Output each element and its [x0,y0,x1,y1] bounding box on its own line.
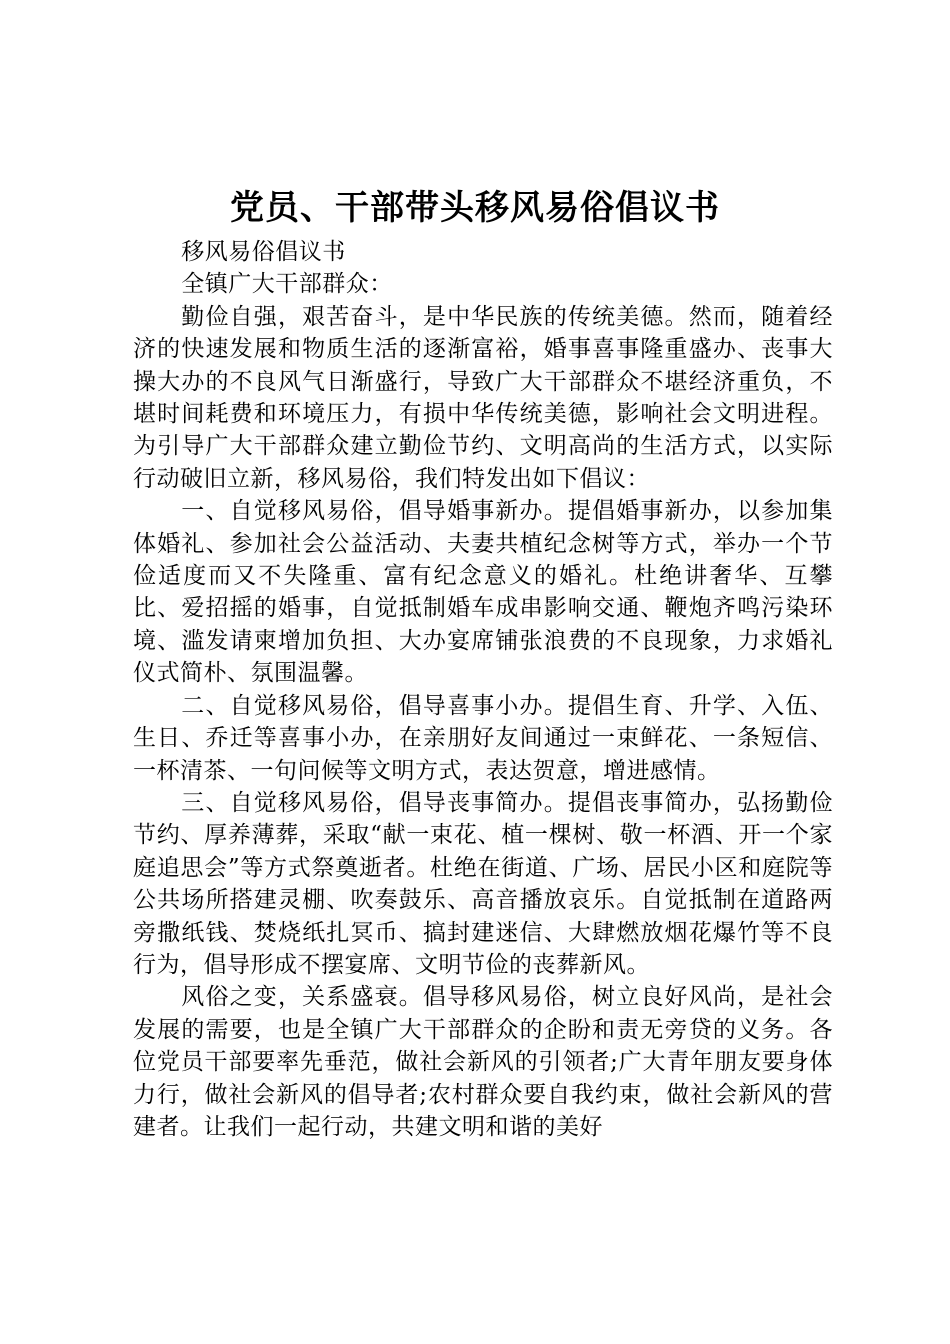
salutation-line: 全镇广大干部群众： [181,271,393,298]
paragraph-funeral: 三、自觉移风易俗，倡导丧事简办。提倡丧事简办，弘扬勤俭节约、厚养薄葬，采取“献一束花、植一棵树、敬一杯酒、开一个家庭追思会”等方式祭奠逝者。杜绝在街道、广场、居民小区和庭院等公共场所搭建灵棚、吹奏鼓乐、高音播放哀乐。自觉抵制在道路两旁撒纸钱、焚烧纸扎冥币、搞封建迷信、大肆燃放烟花爆竹等不良行为，倡导形成不摆宴席、文明节俭的丧葬新风。 [133,789,833,978]
paragraph-conclusion: 风俗之变，关系盛衰。倡导移风易俗，树立良好风尚，是社会发展的需要，也是全镇广大干部群众的企盼和责无旁贷的义务。各位党员干部要率先垂范，做社会新风的引领者;广大青年朋友要身体力行，做社会新风的倡导者;农村群众要自我约束，做社会新风的营建者。让我们一起行动，共建文明和谐的美好 [133,984,833,1140]
subtitle-line: 移风易俗倡议书 [181,239,346,265]
document-body [133,236,833,1143]
paragraph-intro: 勤俭自强，艰苦奋斗，是中华民族的传统美德。然而，随着经济的快速发展和物质生活的逐渐富裕，婚事喜事隆重盛办、丧事大操大办的不良风气日渐盛行，导致广大干部群众不堪经济重负，不堪时间耗费和环境压力，有损中华传统美德，影响社会文明进程。为引导广大干部群众建立勤俭节约、文明高尚的生活方式，以实际行动破旧立新，移风易俗，我们特发出如下倡议： [133,303,833,492]
paragraph-celebration: 二、自觉移风易俗，倡导喜事小办。提倡生育、升学、入伍、生日、乔迁等喜事小办，在亲朋好友间通过一束鲜花、一条短信、一杯清茶、一句问候等文明方式，表达贺意，增进感情。 [133,692,833,784]
paragraph-wedding: 一、自觉移风易俗，倡导婚事新办。提倡婚事新办，以参加集体婚礼、参加社会公益活动、夫妻共植纪念树等方式，举办一个节俭适度而又不失隆重、富有纪念意义的婚礼。杜绝讲奢华、互攀比、爱招摇的婚事，自觉抵制婚车成串影响交通、鞭炮齐鸣污染环境、滥发请柬增加负担、大办宴席铺张浪费的不良现象，力求婚礼仪式简朴、氛围温馨。 [133,498,833,687]
document-title: 党员、干部带头移风易俗倡议书 [230,188,720,228]
